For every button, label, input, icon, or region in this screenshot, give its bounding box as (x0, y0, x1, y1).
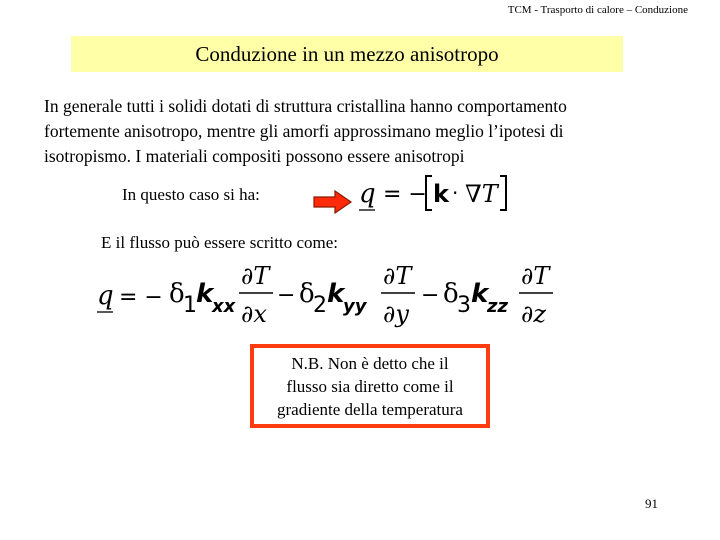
eq2-k-2: k (327, 279, 345, 309)
eq2-kxx-sub: xx (212, 296, 236, 317)
slide-header: TCM - Trasporto di calore – Conduzione (507, 4, 688, 16)
eq2-kyy-sub: yy (343, 296, 367, 317)
paragraph-line-3: isotropismo. I materiali compositi possono essere anisotropi (44, 146, 465, 166)
eq1-gradient: ∇T (465, 180, 498, 208)
eq2-delta-3-sub: 3 (457, 293, 471, 318)
case-label: In questo caso si ha: (122, 185, 260, 204)
eq2-delta-1: δ (169, 279, 185, 309)
eq2-dy: ∂y (383, 300, 409, 328)
eq2-delta-1-sub: 1 (183, 293, 197, 318)
paragraph-line-1: In generale tutti i solidi dotati di struttura cristallina hanno comportamento (44, 96, 567, 116)
slide-title-box (71, 36, 623, 72)
heat-flux-equation (355, 170, 515, 218)
eq2-delta-2-sub: 2 (313, 293, 327, 318)
eq2-dx: ∂x (241, 300, 267, 328)
note-line-2: flusso sia diretto come il (286, 376, 454, 396)
slide-title: Conduzione in un mezzo anisotropo (195, 41, 499, 66)
note-line-3: gradiente della temperatura (277, 399, 463, 419)
right-arrow-icon (313, 189, 353, 215)
note-line-1: N.B. Non è detto che il (291, 353, 449, 373)
flux-label: E il flusso può essere scritto come: (101, 233, 339, 252)
eq1-q: q (359, 179, 376, 209)
page-number: 91 (645, 496, 658, 511)
eq2-delta-3: δ (443, 279, 459, 309)
paragraph-line-2: fortemente anisotropo, mentre gli amorfi approssimano meglio l’ipotesi di (44, 121, 564, 141)
eq2-k-1: k (196, 279, 214, 309)
eq2-delta-2: δ (299, 279, 315, 309)
eq2-k-3: k (471, 279, 489, 309)
eq2-minus-3: − (421, 283, 440, 308)
eq2-minus-2: − (277, 283, 296, 308)
eq1-dot: · (452, 181, 459, 205)
anisotropic-flux-equation (93, 258, 573, 338)
eq1-equals-minus: = − (383, 182, 427, 207)
eq2-q: q (97, 281, 114, 311)
note-box (250, 344, 490, 428)
eq2-dT-1: ∂T (241, 262, 270, 290)
eq2-dz: ∂z (521, 300, 547, 328)
eq2-dT-3: ∂T (521, 262, 550, 290)
eq2-dT-2: ∂T (383, 262, 412, 290)
eq1-k: k (433, 180, 449, 208)
eq2-equals-minus: = − (119, 285, 163, 310)
intro-paragraph (44, 94, 684, 169)
eq2-kzz-sub: zz (487, 296, 508, 317)
